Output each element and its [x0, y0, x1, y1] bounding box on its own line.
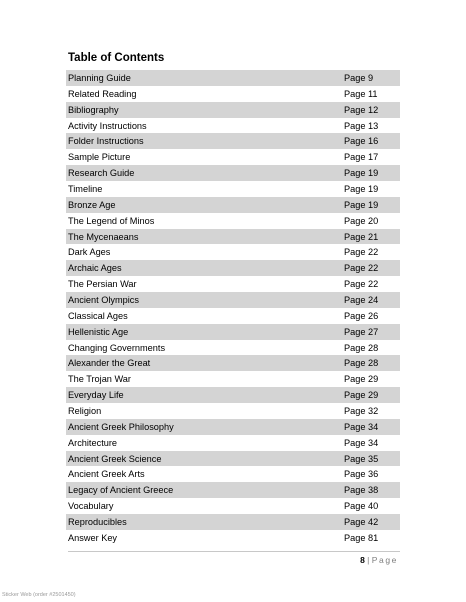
toc-row [66, 276, 400, 292]
toc-topic: Folder Instructions [68, 136, 144, 147]
toc-topic: Everyday Life [68, 390, 124, 401]
toc-topic: The Mycenaeans [68, 231, 139, 242]
toc-topic: Hellenistic Age [68, 326, 129, 337]
toc-page-ref: Page 20 [344, 215, 379, 226]
toc-page-ref: Page 9 [344, 72, 374, 83]
toc-page-ref: Page 81 [344, 532, 379, 543]
toc-row [66, 213, 400, 229]
toc-topic: Ancient Olympics [68, 294, 139, 305]
toc-row [66, 324, 400, 340]
footer-page-num: 8 [360, 555, 365, 565]
toc-page-ref: Page 34 [344, 421, 379, 432]
toc-page-ref: Page 42 [344, 516, 379, 527]
toc-row [66, 498, 400, 514]
toc-page-ref: Page 13 [344, 120, 379, 131]
toc-row [66, 403, 400, 419]
toc-topic: Answer Key [68, 532, 118, 543]
toc-page-ref: Page 40 [344, 501, 379, 512]
toc-page-ref: Page 22 [344, 247, 379, 258]
toc-page-ref: Page 36 [344, 469, 379, 480]
footer-divider [68, 551, 400, 552]
toc-row [66, 181, 400, 197]
toc-row [66, 197, 400, 213]
toc-page-ref: Page 16 [344, 136, 379, 147]
toc-topic: Architecture [68, 437, 118, 448]
toc-topic: Ancient Greek Science [68, 453, 162, 464]
toc-row [66, 102, 400, 118]
toc-page-ref: Page 28 [344, 358, 379, 369]
toc-topic: Classical Ages [68, 310, 128, 321]
toc-topic: Sample Picture [68, 152, 131, 163]
toc-topic: Archaic Ages [68, 263, 122, 274]
toc-topic: Legacy of Ancient Greece [68, 485, 174, 496]
toc-topic: Changing Governments [68, 342, 166, 353]
toc-page-ref: Page 22 [344, 263, 379, 274]
toc-topic: Ancient Greek Arts [68, 469, 145, 480]
toc-topic: The Trojan War [68, 374, 131, 385]
toc-row [66, 133, 400, 149]
toc-row [66, 387, 400, 403]
toc-page-ref: Page 34 [344, 437, 379, 448]
toc-page-ref: Page 19 [344, 199, 379, 210]
toc-row [66, 165, 400, 181]
toc-row [66, 451, 400, 467]
toc-topic: The Persian War [68, 279, 137, 290]
toc-page-ref: Page 22 [344, 279, 379, 290]
footer-page-word: Page [371, 555, 398, 565]
toc-topic: Alexander the Great [68, 358, 151, 369]
toc-topic: Dark Ages [68, 247, 111, 258]
toc-page-ref: Page 29 [344, 374, 379, 385]
toc-row [66, 514, 400, 530]
toc-page-ref: Page 32 [344, 405, 379, 416]
toc-topic: Reproducibles [68, 516, 127, 527]
toc-row [66, 530, 400, 546]
toc-topic: Related Reading [68, 88, 137, 99]
toc-page-ref: Page 19 [344, 168, 379, 179]
toc-topic: Activity Instructions [68, 120, 147, 131]
toc-row [66, 149, 400, 165]
toc-row [66, 70, 400, 86]
toc-page-ref: Page 38 [344, 485, 379, 496]
toc-page-ref: Page 26 [344, 310, 379, 321]
toc-row [66, 260, 400, 276]
toc-row [66, 340, 400, 356]
toc-topic: Bibliography [68, 104, 119, 115]
toc-topic: Ancient Greek Philosophy [68, 421, 174, 432]
toc-page-ref: Page 19 [344, 183, 379, 194]
toc-topic: Research Guide [68, 168, 135, 179]
toc-page-ref: Page 24 [344, 294, 379, 305]
toc-topic: Vocabulary [68, 501, 114, 512]
toc-row [66, 118, 400, 134]
toc-topic: Religion [68, 405, 102, 416]
toc-topic: The Legend of Minos [68, 215, 155, 226]
toc-row [66, 244, 400, 260]
toc-row [66, 292, 400, 308]
toc-page-ref: Page 21 [344, 231, 379, 242]
toc-page-ref: Page 29 [344, 390, 379, 401]
toc-topic: Timeline [68, 183, 103, 194]
toc-row [66, 371, 400, 387]
toc-row [66, 229, 400, 245]
toc-page-ref: Page 28 [344, 342, 379, 353]
toc-row [66, 355, 400, 371]
toc-page-ref: Page 27 [344, 326, 379, 337]
footer-separator: | [364, 555, 372, 565]
toc-topic: Bronze Age [68, 199, 116, 210]
toc-title: Table of Contents [68, 52, 165, 64]
toc-page-ref: Page 11 [344, 88, 378, 99]
footer-page-number [360, 555, 398, 565]
toc-row [66, 466, 400, 482]
toc-row [66, 308, 400, 324]
toc-row [66, 86, 400, 102]
toc-row [66, 482, 400, 498]
toc-page-ref: Page 17 [344, 152, 379, 163]
toc-page-ref: Page 35 [344, 453, 379, 464]
toc-row [66, 435, 400, 451]
toc-page-ref: Page 12 [344, 104, 379, 115]
watermark-text: Sticker Web (order #2501450) [2, 592, 76, 598]
toc-table [66, 70, 400, 546]
toc-topic: Planning Guide [68, 72, 131, 83]
toc-row [66, 419, 400, 435]
